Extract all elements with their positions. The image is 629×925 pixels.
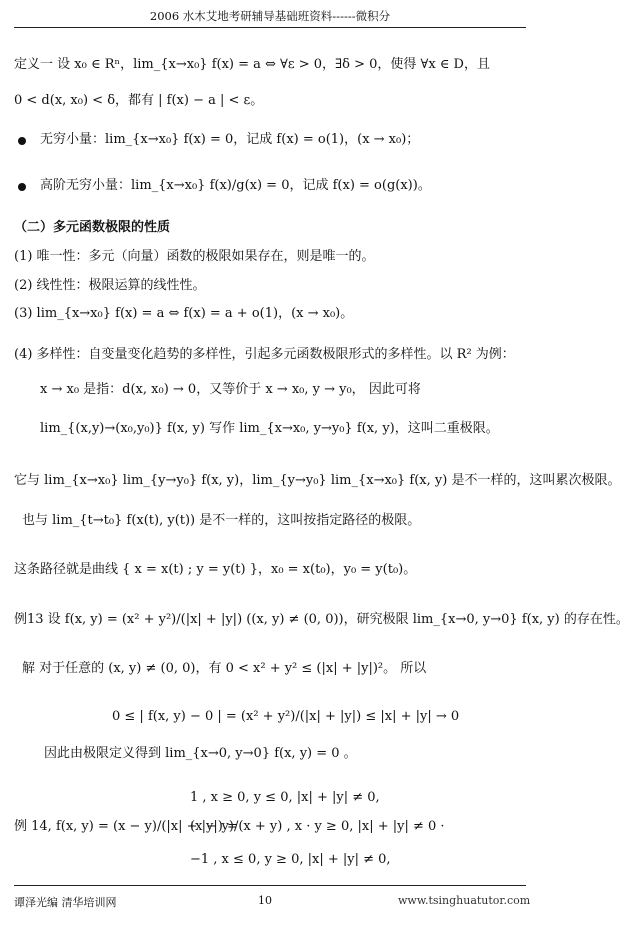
iterated-limit-line: 它与 lim_{x→x₀} lim_{y→y₀} f(x, y)，lim_{y→y₀} lim_{x→x₀} f(x, y) 是不一样的，这叫累次极限。 (14, 473, 621, 488)
curve-line: 这条路径就是曲线 { x = x(t) ; y = y(t) }，x₀ = x(t₀)，y₀ = y(t₀)。 (14, 562, 417, 577)
property-diversity: (4) 多样性：自变量变化趋势的多样性，引起多元函数极限形式的多样性。以 R² 为例： (14, 347, 515, 362)
conclusion-line: 因此由极限定义得到 lim_{x→0, y→0} f(x, y) = 0 。 (44, 746, 357, 761)
case-3: −1 , x ≤ 0, y ≥ 0, |x| + |y| ≠ 0, (190, 852, 391, 867)
infinitesimal-line: 无穷小量：lim_{x→x₀} f(x) = 0，记成 f(x) = o(1)，(x → x₀)； (40, 132, 420, 147)
bullet-icon (18, 183, 26, 191)
inequality-line: 0 ≤ | f(x, y) − 0 | = (x² + y²)/(|x| + |y|) ≤ |x| + |y| → 0 (112, 709, 460, 724)
footer-author: 谭泽光编 清华培训网 (14, 896, 117, 909)
header-rule (14, 27, 526, 28)
definition-line: 定义一 设 x₀ ∈ Rⁿ，lim_{x→x₀} f(x) = a ⇔ ∀ε > 0，∃δ > 0，使得 ∀x ∈ D，且 (14, 57, 490, 72)
higher-order-line: 高阶无穷小量：lim_{x→x₀} f(x)/g(x) = 0，记成 f(x) = o(g(x))。 (40, 178, 431, 193)
footer-url[interactable]: www.tsinghuatutor.com (398, 894, 531, 907)
convergence-line: x → x₀ 是指：d(x, x₀) → 0，又等价于 x → x₀, y → y₀， 因此可将 (40, 382, 421, 397)
page-header: 2006 水木艾地考研辅导基础班资料------微积分 (149, 9, 391, 23)
case-1: 1 , x ≥ 0, y ≤ 0, |x| + |y| ≠ 0, (190, 790, 380, 805)
page-number: 10 (258, 894, 272, 907)
property-3: (3) lim_{x→x₀} f(x) = a ⇔ f(x) = a + o(1)，(x → x₀)。 (14, 306, 354, 321)
footer-rule (14, 885, 526, 886)
path-limit-line: 也与 lim_{t→t₀} f(x(t), y(t)) 是不一样的，这叫按指定路径的极限。 (22, 513, 421, 528)
property-linearity: (2) 线性性：极限运算的线性性。 (14, 278, 206, 293)
solution-line: 解 对于任意的 (x, y) ≠ (0, 0)，有 0 < x² + y² ≤ (|x| + |y|)²。 所以 (22, 661, 427, 676)
example-13: 例13 设 f(x, y) = (x² + y²)/(|x| + |y|) ((x, y) ≠ (0, 0))，研究极限 lim_{x→0, y→0} f(x, y) 的存在性。 (14, 612, 629, 627)
double-limit-line: lim_{(x,y)→(x₀,y₀)} f(x, y) 写作 lim_{x→x₀, y→y₀} f(x, y)，这叫二重极限。 (40, 421, 499, 436)
example-14: 例 14, f(x, y) = (x − y)/(|x| + |y|) = (14, 819, 238, 834)
case-2: (x − y)/(x + y) , x · y ≥ 0, |x| + |y| ≠ 0 · (190, 819, 445, 834)
property-uniqueness: (1) 唯一性：多元（向量）函数的极限如果存在，则是唯一的。 (14, 249, 375, 264)
bullet-icon (18, 137, 26, 145)
section-heading: （二）多元函数极限的性质 (14, 220, 171, 235)
definition-condition: 0 < d(x, x₀) < δ，都有 | f(x) − a | < ε。 (14, 93, 264, 108)
